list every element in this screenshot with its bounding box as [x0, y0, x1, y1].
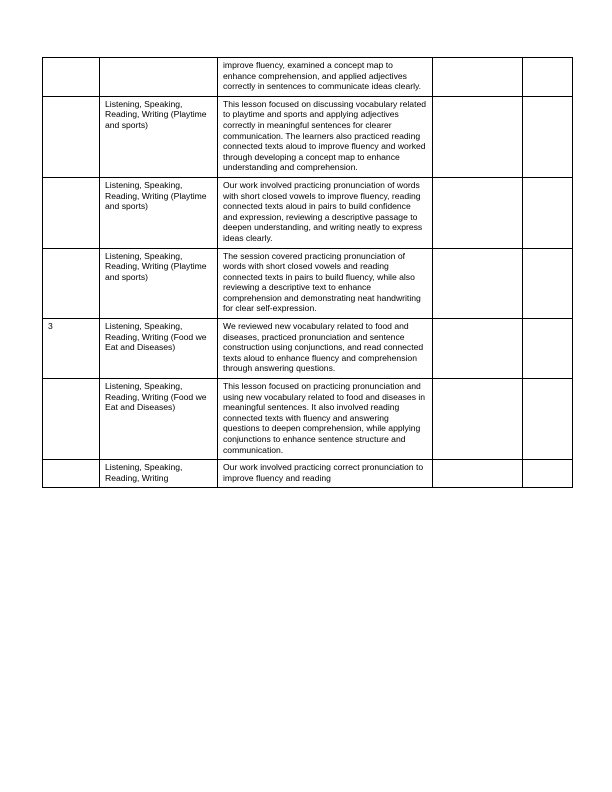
week-cell [43, 379, 100, 460]
empty-cell [433, 319, 523, 379]
description-cell: Our work involved practicing pronunciation of words with short closed vowels to improve fluency, reading connected texts aloud in pairs to build confidence and expression, reviewing a descriptive passage to deepen understanding, and writing neatly to express ideas clearly. [218, 177, 433, 248]
empty-cell [523, 177, 573, 248]
description-cell: The session covered practicing pronunciation of words with short closed vowels and reading connected texts in pairs to build fluency, while also reviewing a descriptive text to enhance comprehension and demonstrating neat handwriting for clear self-expression. [218, 248, 433, 319]
description-cell: This lesson focused on discussing vocabulary related to playtime and sports and applying adjectives correctly in meaningful sentences for clearer communication. The learners also practiced reading connected texts aloud to improve fluency and worked through developing a concept map to enhance understanding and comprehension. [218, 96, 433, 177]
empty-cell [433, 58, 523, 97]
week-cell [43, 58, 100, 97]
week-cell: 3 [43, 319, 100, 379]
strand-cell: Listening, Speaking, Reading, Writing (Food we Eat and Diseases) [100, 319, 218, 379]
empty-cell [433, 379, 523, 460]
empty-cell [523, 58, 573, 97]
table-row [43, 460, 573, 488]
week-cell [43, 177, 100, 248]
strand-cell: Listening, Speaking, Reading, Writing (Playtime and sports) [100, 248, 218, 319]
empty-cell [523, 460, 573, 488]
empty-cell [433, 248, 523, 319]
strand-cell [100, 58, 218, 97]
empty-cell [523, 248, 573, 319]
description-cell: We reviewed new vocabulary related to food and diseases, practiced pronunciation and sentence construction using conjunctions, and read connected texts aloud to enhance fluency and comprehension through answering questions. [218, 319, 433, 379]
strand-cell: Listening, Speaking, Reading, Writing [100, 460, 218, 488]
description-cell: This lesson focused on practicing pronunciation and using new vocabulary related to food and diseases in meaningful sentences. It also involved reading connected texts with fluency and answering questions to deepen comprehension, while applying conjunctions to enhance sentence structure and communication. [218, 379, 433, 460]
empty-cell [523, 319, 573, 379]
strand-cell: Listening, Speaking, Reading, Writing (Food we Eat and Diseases) [100, 379, 218, 460]
table-row [43, 96, 573, 177]
empty-cell [433, 96, 523, 177]
strand-cell: Listening, Speaking, Reading, Writing (Playtime and sports) [100, 177, 218, 248]
table-row [43, 379, 573, 460]
strand-cell: Listening, Speaking, Reading, Writing (Playtime and sports) [100, 96, 218, 177]
table-row [43, 248, 573, 319]
empty-cell [433, 460, 523, 488]
week-cell [43, 96, 100, 177]
table-row [43, 319, 573, 379]
description-cell: improve fluency, examined a concept map to enhance comprehension, and applied adjectives correctly in sentences to communicate ideas clearly. [218, 58, 433, 97]
table-row [43, 177, 573, 248]
lesson-log-table [42, 57, 573, 488]
empty-cell [433, 177, 523, 248]
week-cell [43, 460, 100, 488]
table-row [43, 58, 573, 97]
empty-cell [523, 379, 573, 460]
empty-cell [523, 96, 573, 177]
description-cell: Our work involved practicing correct pronunciation to improve fluency and reading [218, 460, 433, 488]
week-cell [43, 248, 100, 319]
